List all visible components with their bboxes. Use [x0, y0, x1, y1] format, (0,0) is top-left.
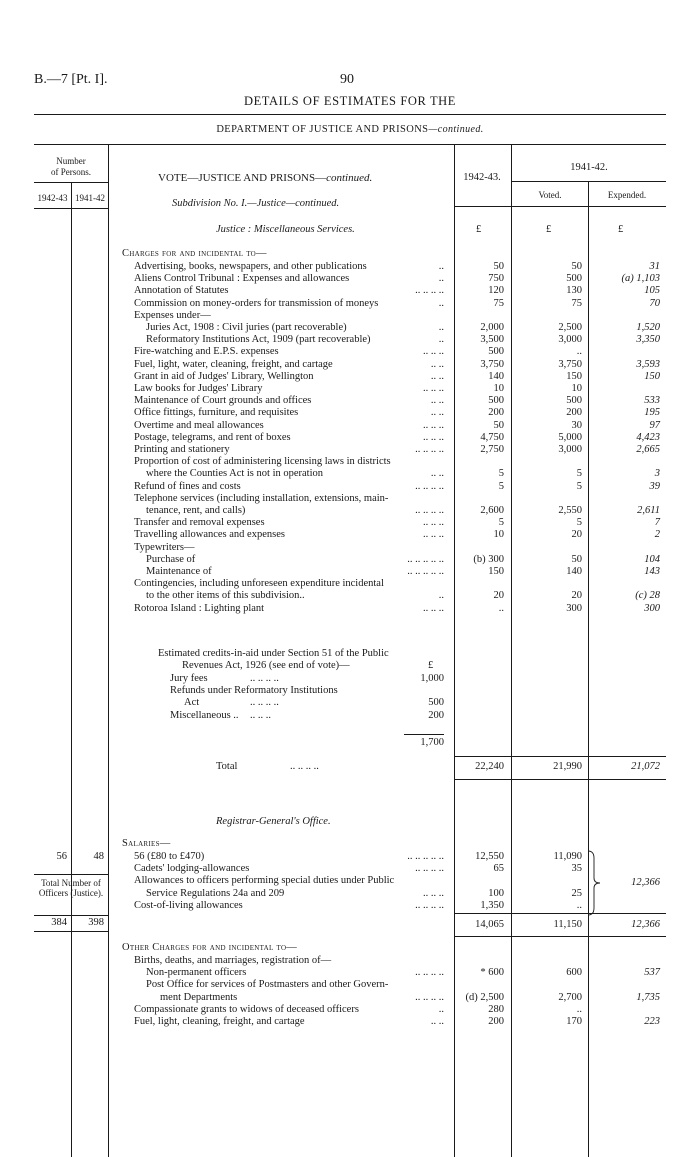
expended-value: 223 — [644, 1016, 660, 1027]
salaries-heading: Salaries— — [122, 838, 171, 849]
charge-label: Commission on money-orders for transmission of moneys — [134, 297, 379, 309]
voted-value: 5 — [576, 480, 582, 492]
charge-label: ment Departments — [160, 991, 238, 1003]
salary-bracket-expended: 12,366 — [631, 877, 660, 888]
salary-total-bottom-rule — [454, 936, 666, 937]
charge-label: Grant in aid of Judges' Library, Wellington — [134, 370, 314, 382]
leader-dots: .. .. .. — [423, 431, 444, 443]
charge-label: Office fittings, furniture, and requisites — [134, 407, 299, 419]
voted-value: 3,750 — [558, 358, 582, 370]
charge-label: Advertising, books, newspapers, and other publications — [134, 261, 367, 272]
leader-dots: .. .. — [430, 358, 444, 370]
charge-label: Postage, telegrams, and rent of boxes — [134, 431, 291, 443]
credit-label: Act — [184, 697, 200, 709]
charge-label: Compassionate grants to widows of deceased officers — [134, 1003, 359, 1015]
estimate-value: 3,500 — [480, 334, 504, 346]
estimate-value: 4,750 — [480, 431, 504, 443]
charge-label: tenance, rent, and calls) — [146, 505, 246, 516]
voted-value: 200 — [566, 407, 582, 419]
estimate-value: 2,750 — [480, 444, 504, 455]
page-number: 90 — [340, 72, 354, 87]
credits-rule — [404, 734, 444, 735]
pound-sign-expended: £ — [618, 224, 624, 235]
persons-1941: 48 — [93, 851, 104, 862]
credits-line1: Estimated credits-in-aid under Section 51 of the Public — [158, 648, 389, 659]
credit-label: Jury fees — [170, 673, 208, 684]
table-top-rule — [34, 144, 666, 145]
amount-header-rule — [454, 206, 666, 207]
year-divider-rule — [71, 183, 72, 1157]
leader-dots: .. — [438, 322, 444, 333]
charge-label: Maintenance of — [146, 566, 212, 577]
voted-value: 20 — [571, 529, 582, 541]
misc-total-dots: .. .. .. .. — [290, 761, 319, 772]
estimate-value: 750 — [488, 273, 504, 285]
leader-dots: .. .. .. — [423, 346, 444, 358]
expended-value: 39 — [649, 480, 660, 492]
expended-value: 3,350 — [636, 334, 660, 346]
voted-value: 170 — [566, 1016, 582, 1027]
expended-value: 150 — [644, 370, 660, 382]
expended-value: 1,735 — [636, 991, 660, 1003]
expended-value: 195 — [644, 407, 660, 419]
voted-value: 5 — [576, 517, 582, 529]
vote-title — [158, 172, 372, 184]
leader-dots: .. .. .. .. — [250, 673, 279, 684]
salary-total-expended: 12,366 — [631, 919, 660, 930]
estimate-value: (d) 2,500 — [465, 991, 504, 1003]
estimate-value: 150 — [488, 566, 504, 577]
voted-value: 150 — [566, 370, 582, 382]
estimate-value: .. — [498, 602, 504, 614]
estimate-value: 5 — [498, 517, 504, 529]
salary-label: Cost-of-living allowances — [134, 899, 243, 911]
leader-dots: .. .. .. .. .. — [407, 566, 444, 577]
voted-value: 50 — [571, 261, 582, 272]
voted-value: 3,000 — [558, 444, 582, 455]
charge-label: Law books for Judges' Library — [134, 383, 263, 394]
expended-value: 31 — [649, 261, 660, 272]
voted-value: 30 — [571, 419, 582, 431]
voted-value: 600 — [566, 967, 582, 979]
header-rule — [34, 114, 666, 115]
expended-value: 97 — [649, 419, 660, 431]
charge-label: Expenses under— — [134, 309, 211, 321]
leader-dots: .. — [438, 1003, 444, 1015]
expended-value: 2,665 — [636, 444, 660, 455]
estimate-value: 2,000 — [480, 322, 504, 333]
leader-dots: .. .. .. .. — [415, 285, 444, 297]
estimate-value: 200 — [488, 1016, 504, 1027]
charge-label: to the other items of this subdivision.. — [146, 590, 305, 602]
department-suffix: —continued. — [428, 124, 484, 135]
voted-value: .. — [576, 346, 582, 358]
charges-heading: Charges for and incidental to— — [122, 248, 267, 259]
voted-value: 3,000 — [558, 334, 582, 346]
voted-value: 2,500 — [558, 322, 582, 333]
leader-dots: .. .. .. — [423, 517, 444, 529]
expended-value: 3,593 — [636, 358, 660, 370]
expended-value: 1,520 — [636, 322, 660, 333]
voted-value: .. — [576, 1003, 582, 1015]
credits-pound: £ — [428, 660, 434, 671]
expended-value: 300 — [644, 602, 660, 614]
estimate-value: 10 — [493, 383, 504, 394]
voted-value: 500 — [566, 273, 582, 285]
total-officers-1942: 384 — [51, 917, 67, 928]
expended-value: 3 — [654, 468, 660, 480]
leader-dots: .. — [438, 297, 444, 309]
credit-value: 200 — [428, 709, 444, 721]
estimate-value: 500 — [488, 346, 504, 358]
estimate-value: 5 — [498, 468, 504, 480]
salary-label: Service Regulations 24a and 209 — [146, 887, 285, 899]
salary-label: Cadets' lodging-allowances — [134, 863, 250, 875]
year-1942-header: 1942-43 — [37, 193, 68, 203]
voted-value: 300 — [566, 602, 582, 614]
leader-dots: .. .. .. — [250, 709, 271, 721]
leader-dots: .. .. .. .. — [415, 967, 444, 979]
number-column-rule — [108, 144, 109, 1157]
estimate-value: 200 — [488, 407, 504, 419]
leader-dots: .. .. .. — [423, 419, 444, 431]
charge-label: Juries Act, 1908 : Civil juries (part recoverable) — [146, 322, 347, 333]
leader-dots: .. .. — [430, 370, 444, 382]
charge-label: Fuel, light, water, cleaning, freight, and cartage — [134, 358, 333, 370]
expended-value: 105 — [644, 285, 660, 297]
report-reference: B.—7 [Pt. I]. — [34, 72, 108, 87]
charge-label: Proportion of cost of administering licensing laws in districts — [134, 456, 391, 468]
leader-dots: .. .. .. .. — [415, 480, 444, 492]
estimate-value: 50 — [493, 419, 504, 431]
subdivision-title: Subdivision No. I.—Justice—continued. — [172, 198, 340, 209]
vote-title-text: VOTE—JUSTICE AND PRISONS— — [158, 172, 327, 184]
estimate-value: 3,750 — [480, 358, 504, 370]
voted-value: 25 — [571, 887, 582, 899]
voted-value: 500 — [566, 395, 582, 407]
voted-value: 11,090 — [553, 851, 582, 862]
leader-dots: .. .. .. .. — [415, 863, 444, 875]
leader-dots: .. .. .. .. — [415, 444, 444, 455]
estimate-value: 5 — [498, 480, 504, 492]
credit-value: 500 — [428, 697, 444, 709]
expended-value: (c) 28 — [635, 590, 660, 602]
credits-total: 1,700 — [420, 737, 444, 748]
estimate-value: 140 — [488, 370, 504, 382]
prior-year-rule — [512, 181, 666, 182]
persons-rule — [34, 874, 108, 875]
expended-value: (a) 1,103 — [621, 273, 660, 285]
estimate-value: 280 — [488, 1003, 504, 1015]
voted-value: 50 — [571, 553, 582, 565]
total-bottom-rule — [454, 779, 666, 780]
misc-total-voted: 21,990 — [553, 761, 582, 772]
charge-label: Annotation of Statutes — [134, 285, 229, 297]
estimate-year-header: 1942-43. — [463, 172, 501, 183]
salary-total-estimate: 14,065 — [475, 919, 504, 930]
department-title — [0, 124, 700, 135]
leader-dots: .. .. .. .. — [415, 991, 444, 1003]
charge-label: Refund of fines and costs — [134, 480, 241, 492]
charge-label: Telephone services (including installation, extensions, main- — [134, 492, 389, 504]
salary-label: 56 (£80 to £470) — [134, 851, 205, 862]
salary-total-rule — [454, 913, 666, 914]
charge-label: Purchase of — [146, 553, 196, 565]
leader-dots: .. .. — [430, 1016, 444, 1027]
misc-services-title: Justice : Miscellaneous Services. — [216, 224, 355, 235]
estimate-value: 500 — [488, 395, 504, 407]
voted-value: 10 — [571, 383, 582, 394]
voted-value: 2,550 — [558, 505, 582, 516]
leader-dots: .. .. .. — [423, 602, 444, 614]
leader-dots: .. .. .. — [423, 529, 444, 541]
expended-value: 70 — [649, 297, 660, 309]
leader-dots: .. — [438, 261, 444, 272]
number-label — [34, 156, 108, 178]
misc-total-label: Total — [216, 761, 238, 772]
persons-1942: 56 — [56, 851, 67, 862]
leader-dots: .. .. .. .. .. — [407, 851, 444, 862]
estimate-value: 75 — [493, 297, 504, 309]
voted-value: .. — [576, 899, 582, 911]
page-title: DETAILS OF ESTIMATES FOR THE — [243, 94, 457, 108]
voted-value: 130 — [566, 285, 582, 297]
charge-label: Post Office for services of Postmasters and other Govern- — [146, 979, 389, 991]
expended-value: 537 — [644, 967, 660, 979]
expended-value: 533 — [644, 395, 660, 407]
total-rule — [454, 756, 666, 757]
other-charges-heading: Other Charges for and incidental to— — [122, 942, 298, 953]
misc-total-expended: 21,072 — [631, 761, 660, 772]
total-officers-bottom-rule — [34, 931, 108, 932]
charge-label: Transfer and removal expenses — [134, 517, 265, 529]
leader-dots: .. — [438, 273, 444, 285]
estimate-value: 12,550 — [475, 851, 504, 862]
voted-value: 140 — [566, 566, 582, 577]
expended-value: 104 — [644, 553, 660, 565]
expended-value: 7 — [654, 517, 660, 529]
charge-label: Typewriters— — [134, 541, 195, 553]
leader-dots: .. .. — [430, 395, 444, 407]
expended-value: 2,611 — [637, 505, 660, 516]
charge-label: Non-permanent officers — [146, 967, 247, 979]
estimate-value: * 600 — [480, 967, 504, 979]
salary-label: Allowances to officers performing special duties under Public — [134, 875, 395, 887]
pound-sign-voted: £ — [546, 224, 552, 235]
voted-value: 5,000 — [558, 431, 582, 443]
charge-label: Aliens Control Tribunal : Expenses and allowances — [134, 273, 350, 285]
leader-dots: .. .. .. .. — [250, 697, 279, 709]
charge-label: Births, deaths, and marriages, registration of— — [134, 955, 332, 966]
voted-header: Voted. — [538, 190, 562, 200]
estimate-value: 20 — [493, 590, 504, 602]
charge-label: Fire-watching and E.P.S. expenses — [134, 346, 279, 358]
total-officers-rule — [34, 915, 108, 916]
leader-dots: .. — [438, 334, 444, 346]
charge-label: Fuel, light, cleaning, freight, and cartage — [134, 1016, 305, 1027]
vote-title-suffix: continued. — [326, 172, 373, 184]
charge-label: Rotoroa Island : Lighting plant — [134, 602, 265, 614]
estimate-value: (b) 300 — [473, 553, 504, 565]
credit-value: 1,000 — [420, 673, 444, 684]
leader-dots: .. .. .. — [423, 887, 444, 899]
charge-label: Contingencies, including unforeseen expenditure incidental — [134, 578, 384, 590]
number-label-line1: Number — [56, 156, 86, 166]
estimate-value: 10 — [493, 529, 504, 541]
estimate-value: 65 — [493, 863, 504, 875]
leader-dots: .. .. .. — [423, 383, 444, 394]
expended-header: Expended. — [607, 190, 647, 200]
leader-dots: .. — [438, 590, 444, 602]
voted-value: 20 — [571, 590, 582, 602]
charge-label: Reformatory Institutions Act, 1909 (part recoverable) — [146, 334, 371, 346]
estimate-value: 1,350 — [480, 899, 504, 911]
expended-value: 143 — [644, 566, 660, 577]
leader-dots: .. .. — [430, 407, 444, 419]
number-label-line2: of Persons. — [51, 167, 91, 177]
misc-total-estimate: 22,240 — [475, 761, 504, 772]
charge-label: where the Counties Act is not in operation — [146, 468, 324, 480]
charge-label: Travelling allowances and expenses — [134, 529, 285, 541]
voted-value: 5 — [576, 468, 582, 480]
leader-dots: .. .. .. .. — [415, 899, 444, 911]
expended-value: 4,423 — [636, 431, 660, 443]
voted-value: 2,700 — [558, 991, 582, 1003]
salary-total-voted: 11,150 — [553, 919, 582, 930]
leader-dots: .. .. — [430, 468, 444, 480]
expended-value: 2 — [654, 529, 660, 541]
credit-label: Refunds under Reformatory Institutions — [170, 685, 338, 697]
credits-line2: Revenues Act, 1926 (see end of vote)— — [182, 660, 350, 671]
prior-year-header: 1941-42. — [570, 162, 608, 173]
leader-dots: .. .. .. .. .. — [407, 553, 444, 565]
charge-label: Printing and stationery — [134, 444, 230, 455]
total-officers-1941: 398 — [88, 917, 104, 928]
department-name: DEPARTMENT OF JUSTICE AND PRISONS — [216, 124, 429, 135]
charge-label: Maintenance of Court grounds and offices — [134, 395, 312, 407]
charge-label: Overtime and meal allowances — [134, 419, 264, 431]
year-1941-header: 1941-42 — [75, 193, 105, 203]
estimate-value: 50 — [493, 261, 504, 272]
estimate-value: 100 — [488, 887, 504, 899]
pound-sign-estimate: £ — [476, 224, 482, 235]
credit-label: Miscellaneous .. — [170, 709, 239, 721]
voted-value: 75 — [571, 297, 582, 309]
total-officers-label: Total Number of Officers (Justice). — [38, 878, 104, 898]
voted-value: 35 — [571, 863, 582, 875]
estimate-value: 2,600 — [480, 505, 504, 516]
registrar-title: Registrar-General's Office. — [216, 816, 331, 827]
estimate-value: 120 — [488, 285, 504, 297]
leader-dots: .. .. .. .. — [415, 505, 444, 516]
